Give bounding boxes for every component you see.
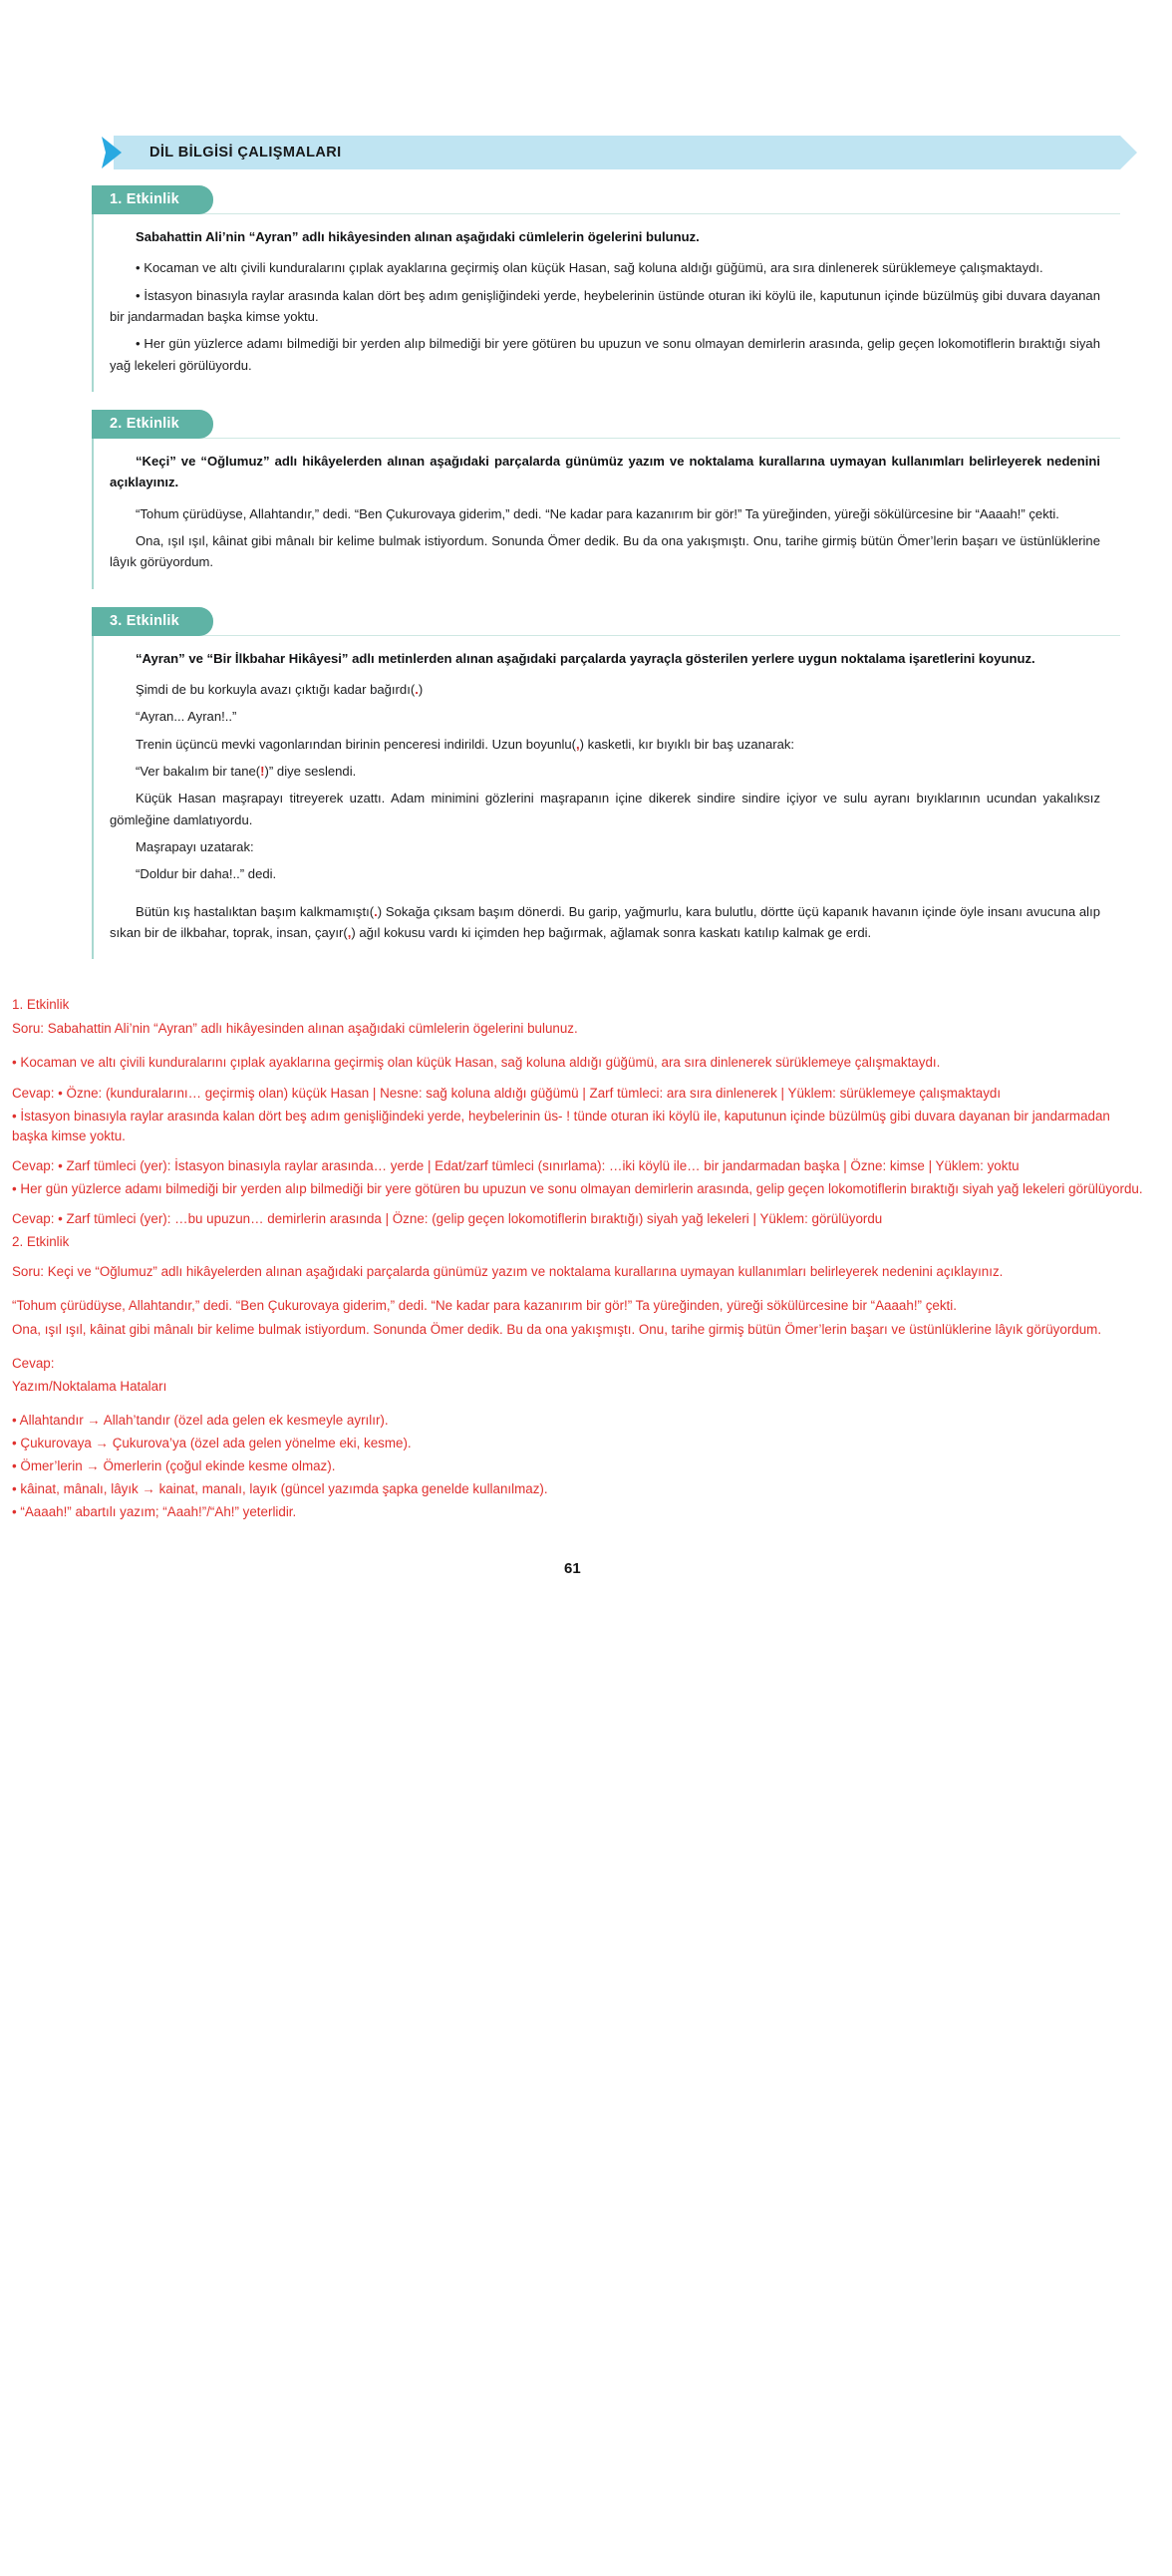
- activity-1-sentence: • Kocaman ve altı çivili kunduralarını çıplak ayaklarına geçirmiş olan küçük Hasan, sağ koluna aldığı güğümü, ara sıra dinlenerek sürüklemeye çalışmaktaydı.: [136, 260, 1043, 276]
- line-text-after: ): [418, 681, 424, 697]
- activity-3-line: [110, 761, 1100, 782]
- line-text-mid: ) Sokağa çıksam başım dönerdi. Bu garip, yağmurlu, kara bulutlu, dörtte üçü kapanık havanın içinde öyle insanı avucuna alıp sıkan bir de ilkbahar, toprak, insan, çayır(: [110, 903, 1101, 940]
- chevron-right-icon: [92, 131, 136, 174]
- activity-1-sentence: • Her gün yüzlerce adamı bilmediği bir yerden alıp bilmediği bir yere götüren bu upuzun ve sonu olmayan demirlerin arasında, gelip geçen lokomotiflerin bıraktığı siyah yağ lekeleri görülüyordu.: [110, 336, 1100, 373]
- answer-block: • Her gün yüzlerce adamı bilmediği bir yerden alıp bilmediği bir yere götüren bu upuzun ve sonu olmayan demirlerin arasında, gelip geçen lokomotiflerin bıraktığı siyah yağ lekeleri görülüyordu.: [12, 1180, 1143, 1196]
- activity-3-line: [110, 734, 1100, 755]
- line-text-before: Küçük Hasan maşrapayı titreyerek uzattı. Adam minimini gözlerini maşrapanın içine dikerek sindire sindire içiyor ve sulu ayranı bıyıklarının ucundan yakalıksız gömleğine damlatıyordu.: [110, 791, 1100, 827]
- activity-2-body: [92, 438, 1120, 589]
- activity-3-line: [110, 706, 1100, 727]
- answer-activity-1-question: Soru: Sabahattin Ali’nin “Ayran” adlı hikâyesinden alınan aşağıdaki cümlelerin ögelerini bulunuz.: [12, 1021, 578, 1037]
- activity-3-line: [110, 901, 1100, 944]
- line-text-before: “Doldur bir daha!..” dedi.: [136, 866, 277, 882]
- punctuation-blank[interactable]: !: [260, 763, 265, 779]
- activity-1-sentence: • İstasyon binasıyla raylar arasında kalan dört beş adım genişliğindeki yerde, heybelerinin üstünde oturan iki köylü ile, kaputunun içinde büzülmüş gibi duvara dayanan bir jandarmadan başka kimse yoktu.: [110, 287, 1100, 324]
- activity-3-tab: 3. Etkinlik: [92, 607, 213, 636]
- activity-3: [92, 607, 1120, 960]
- activity-3-line: [110, 836, 1100, 857]
- activity-1-prompt: Sabahattin Ali’nin “Ayran” adlı hikâyesinden alınan aşağıdaki cümlelerin ögelerini bulunuz.: [136, 229, 700, 244]
- activity-3-line: [110, 788, 1100, 830]
- activity-3-line: [110, 679, 1100, 700]
- punctuation-blank[interactable]: ,: [576, 736, 580, 752]
- answer-item: • “Aaaah!” abartılı yazım; “Aaah!”/“Ah!” yeterlidir.: [12, 1504, 297, 1520]
- banner-title: DİL BİLGİSİ ÇALIŞMALARI: [149, 145, 342, 161]
- line-text-before: “Ayran... Ayran!..”: [136, 709, 237, 725]
- worksheet-content: [0, 0, 1172, 959]
- activity-2-passage: “Tohum çürüdüyse, Allahtandır,” dedi. “Ben Çukurovaya giderim,” dedi. “Ne kadar para kazanırım bir gör!” Ta yüreğinden, yüreği sökülürcesine bir “Aaaah!” çekti.: [136, 505, 1059, 521]
- answer-activity-2-question: Soru: Keçi ve “Oğlumuz” adlı hikâyelerden alınan aşağıdaki parçalarda günümüz yazım ve noktalama kurallarına uymayan kullanımları belirleyerek nedenini açıklayınız.: [12, 1264, 1004, 1280]
- answer-passage: Ona, ışıl ışıl, kâinat gibi mânalı bir kelime bulmak istiyordum. Sonunda Ömer dedik. Bu da ona yakışmıştı. Onu, tarihe girmiş bütün Ömer’lerin başarı ve üstünlüklerine lâyık görüyordum.: [12, 1321, 1102, 1337]
- line-text-after: ) kasketli, kır bıyıklı bir baş uzanarak:: [579, 736, 795, 752]
- line-text-before: “Ver bakalım bir tane(: [136, 763, 261, 779]
- activity-3-body: [92, 635, 1120, 960]
- answer-passage: “Tohum çürüdüyse, Allahtandır,” dedi. “Ben Çukurovaya giderim,” dedi. “Ne kadar para kazanırım bir gör!” Ta yüreğinden, yüreği sökülürcesine bir “Aaaah!” çekti.: [12, 1298, 957, 1314]
- answer-subtitle: Yazım/Noktalama Hataları: [12, 1378, 167, 1394]
- line-text-after: )” diye seslendi.: [264, 763, 357, 779]
- punctuation-blank[interactable]: .: [415, 681, 419, 697]
- answer-block: • İstasyon binasıyla raylar arasında kalan dört beş adım genişliğindeki yerde, heybelerinin üs- ! tünde oturan iki köylü ile, kaputunun içinde büzülmüş gibi duvara dayanan bir jandarmadan başka kimse yoktu.: [12, 1108, 1110, 1143]
- banner-bar: [114, 136, 1120, 169]
- activity-2-prompt: “Keçi” ve “Oğlumuz” adlı hikâyelerden alınan aşağıdaki parçalarda günümüz yazım ve noktalama kurallarına uymayan kullanımları belirleyerek nedenini açıklayınız.: [110, 453, 1100, 490]
- line-text-before: Maşrapayı uzatarak:: [136, 838, 254, 854]
- line-text-before: Şimdi de bu korkuyla avazı çıktığı kadar bağırdı(: [136, 681, 416, 697]
- punctuation-blank[interactable]: .: [374, 903, 378, 919]
- answer-key: [0, 977, 1172, 1565]
- answer-block: Cevap: • Zarf tümleci (yer): İstasyon binasıyla raylar arasında… yerde | Edat/zarf tümleci (sınırlama): …iki köylü ile… bir jandarmadan başka | Özne: kimse | Yüklem: yoktu: [12, 1157, 1020, 1173]
- answer-activity-2-heading: 2. Etkinlik: [12, 1234, 70, 1250]
- answer-block: Cevap: • Özne: (kunduralarını… geçirmiş olan) küçük Hasan | Nesne: sağ koluna aldığı güğümü | Zarf tümleci: ara sıra dinlenerek | Yüklem: sürüklemeye çalışmaktaydı: [12, 1085, 1002, 1101]
- activity-3-prompt: “Ayran” ve “Bir İlkbahar Hikâyesi” adlı metinlerden alınan aşağıdaki parçalarda yayraçla gösterilen yerlere uygun noktalama işaretlerini koyunuz.: [136, 650, 1035, 666]
- answer-label: Cevap:: [12, 1355, 55, 1371]
- activity-2-tab: 2. Etkinlik: [92, 410, 213, 439]
- answer-block: Cevap: • Zarf tümleci (yer): …bu upuzun… demirlerin arasında | Özne: (gelip geçen lokomotiflerin bıraktığı) siyah yağ lekeleri | Yüklem: görülüyordu: [12, 1211, 883, 1227]
- answer-activity-1-heading: 1. Etkinlik: [12, 997, 70, 1013]
- activity-2-passage: Ona, ışıl ışıl, kâinat gibi mânalı bir kelime bulmak istiyordum. Sonunda Ömer dedik. Bu da ona yakışmıştı. Onu, tarihe girmiş bütün Ömer’lerin başarı ve üstünlüklerine lâyık görüyordum.: [110, 532, 1100, 570]
- punctuation-blank[interactable]: ,: [347, 924, 352, 940]
- line-text-before: Trenin üçüncü mevki vagonlarından birinin penceresi indirildi. Uzun boyunlu(: [136, 736, 577, 752]
- activity-1-tab: 1. Etkinlik: [92, 185, 213, 214]
- line-text-after: ) ağıl kokusu vardı ki içimden hep bağırmak, ağlamak sonra kaskatı katılıp kalmak ge erdi.: [351, 924, 872, 940]
- activity-1: [92, 185, 1120, 392]
- page-number: 61: [564, 1560, 581, 1577]
- activity-2: [92, 410, 1120, 589]
- activity-3-line: [110, 863, 1100, 884]
- answer-block: • Kocaman ve altı çivili kunduralarını çıplak ayaklarına geçirmiş olan küçük Hasan, sağ koluna aldığı güğümü, ara sıra dinlenerek sürüklemeye çalışmaktaydı.: [12, 1055, 941, 1071]
- answer-item: • Çukurovaya → Çukurova’ya (özel ada gelen yönelme eki, kesme).: [12, 1435, 412, 1450]
- answer-item: • Allahtandır → Allah’tandır (özel ada gelen ek kesmeyle ayrılır).: [12, 1412, 389, 1428]
- answer-item: • kâinat, mânalı, lâyık → kainat, manalı, layık (güncel yazımda şapka genelde kullanılmaz).: [12, 1481, 548, 1497]
- section-banner: [92, 136, 1120, 169]
- line-text-before: Bütün kış hastalıktan başım kalkmamıştı(: [136, 903, 375, 919]
- answer-item: • Ömer’lerin → Ömerlerin (çoğul ekinde kesme olmaz).: [12, 1458, 336, 1474]
- activity-1-body: [92, 213, 1120, 392]
